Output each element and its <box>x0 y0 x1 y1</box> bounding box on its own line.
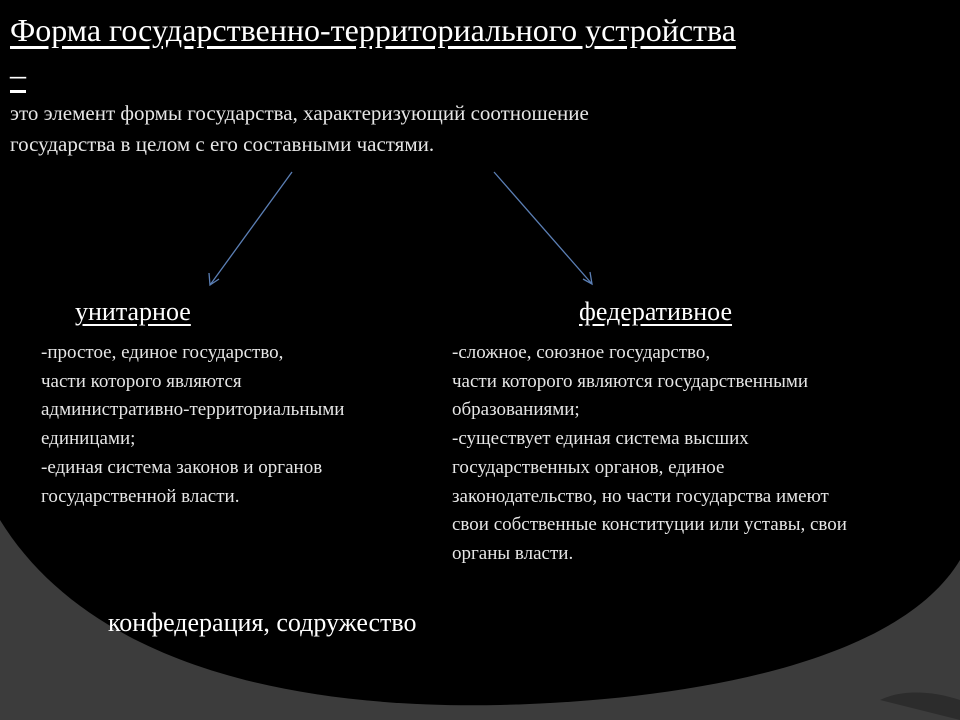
unitary-line: единицами; <box>41 428 136 450</box>
definition-line: государства в целом с его составными частями. <box>10 132 435 156</box>
federative-line: части которого являются государственными <box>452 370 809 392</box>
federative-line: государственных органов, единое <box>452 456 725 478</box>
unitary-line: -простое, единое государство, <box>41 342 284 363</box>
unitary-line: части которого являются <box>41 370 242 392</box>
federative-line: -сложное, союзное государство, <box>452 342 711 363</box>
other-forms-text: конфедерация, содружество <box>108 608 417 637</box>
definition-text <box>10 98 770 160</box>
title-dash: – <box>10 56 26 92</box>
unitary-description <box>41 339 344 511</box>
slide-title: Форма государственно-территориального устройства <box>10 12 736 48</box>
federative-description <box>452 339 847 569</box>
federative-heading: федеративное <box>579 297 733 326</box>
federative-line: образованиями; <box>452 399 580 421</box>
unitary-line: государственной власти. <box>41 485 240 507</box>
unitary-line: -единая система законов и органов <box>41 456 323 478</box>
federative-line: -существует единая система высших <box>452 428 749 450</box>
unitary-heading: унитарное <box>75 297 191 326</box>
federative-line: органы власти. <box>452 542 574 564</box>
federative-line: свои собственные конституции или уставы, свои <box>452 514 847 536</box>
federative-line: законодательство, но части государства имеют <box>452 485 829 507</box>
definition-line: это элемент формы государства, характеризующий соотношение <box>10 101 589 125</box>
unitary-line: административно-территориальными <box>41 399 345 421</box>
